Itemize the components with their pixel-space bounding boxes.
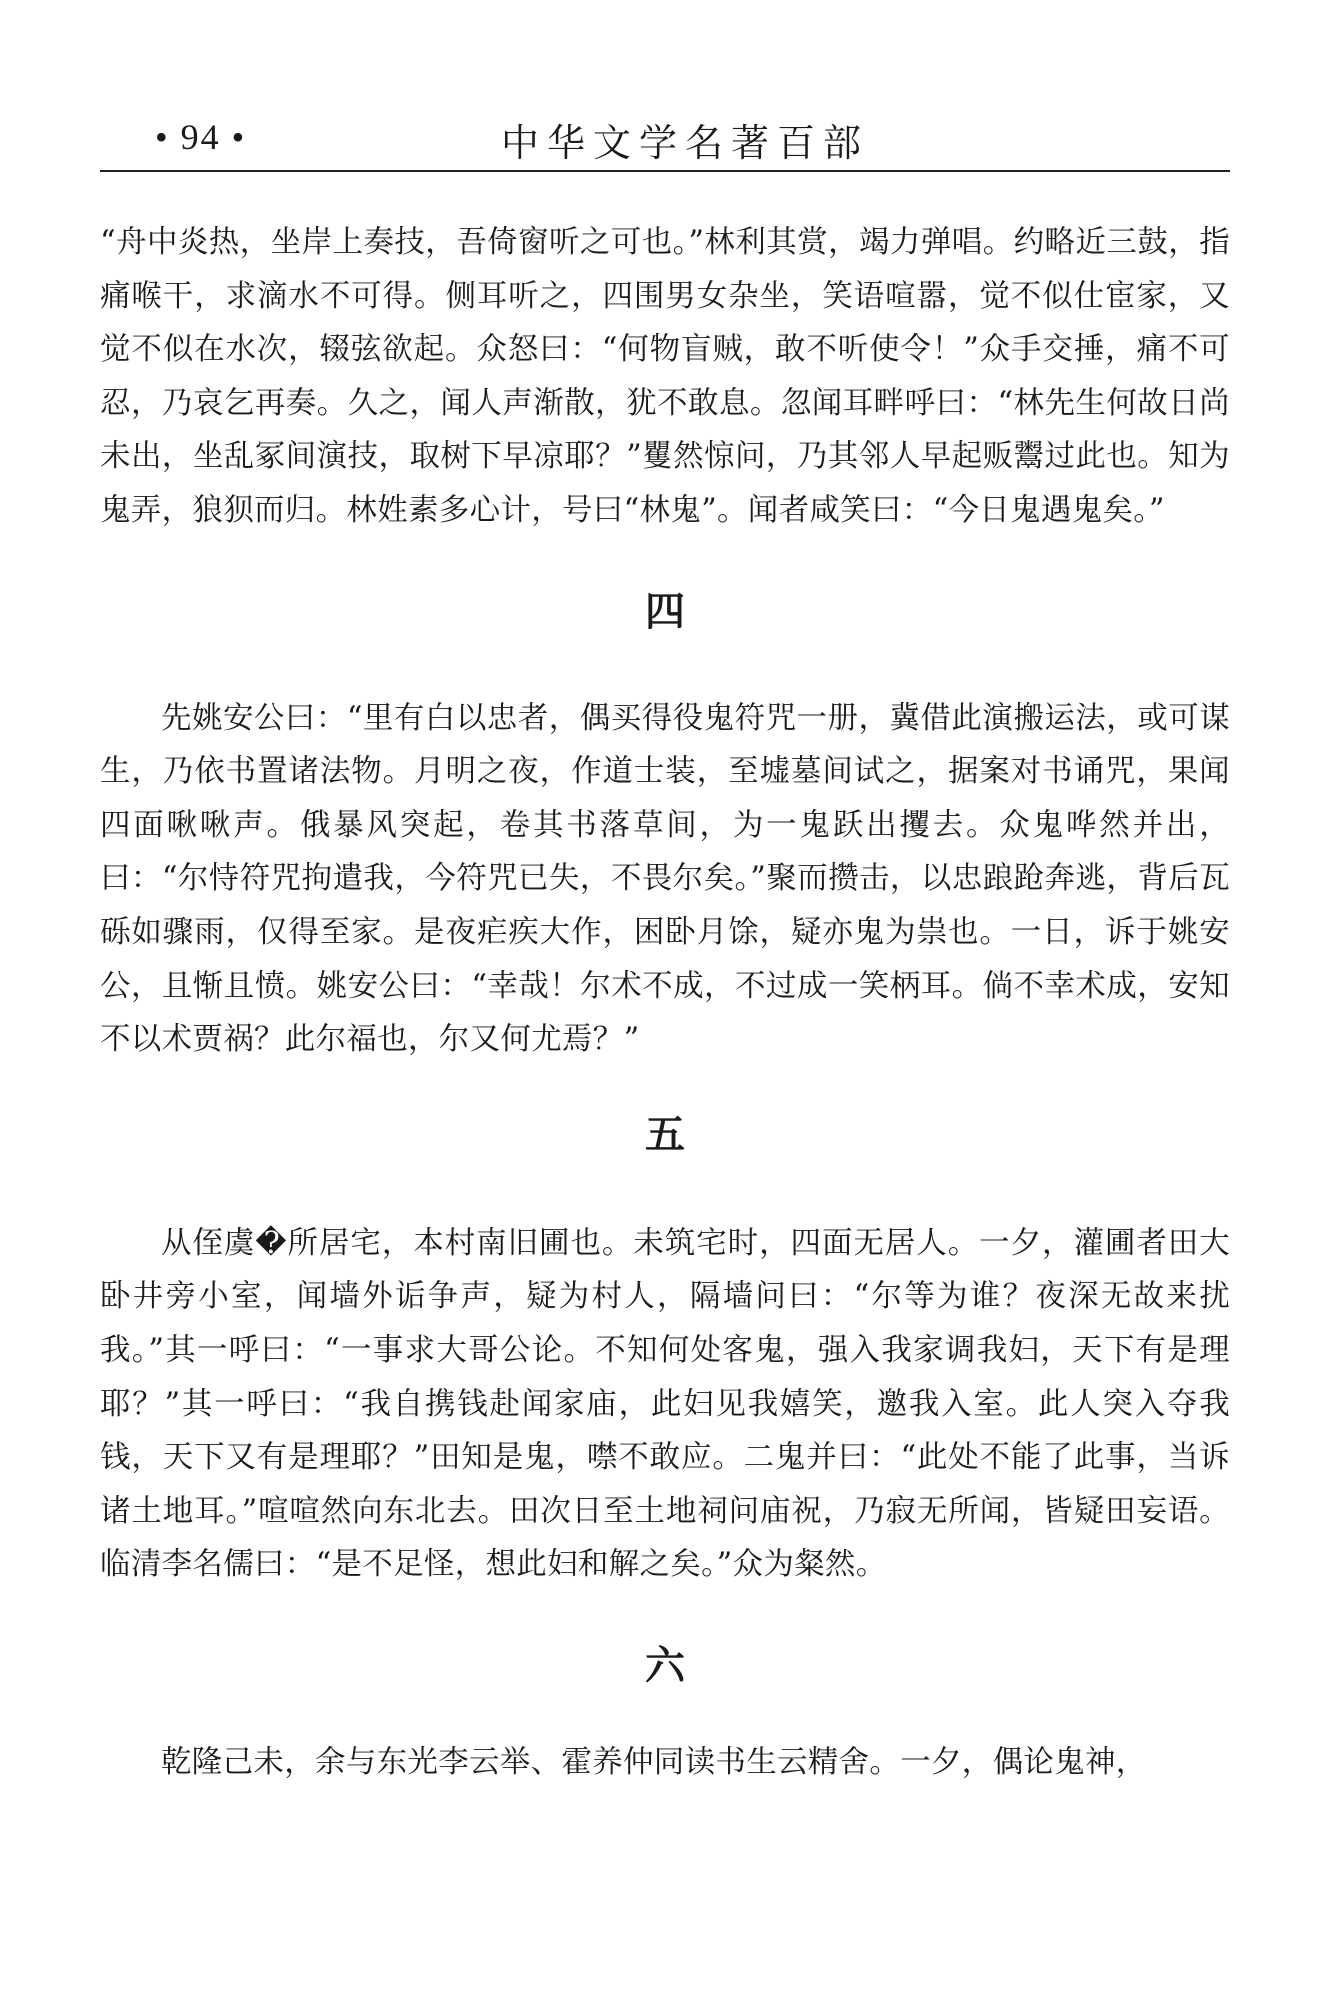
section-5-paragraph: 从侄虞�所居宅，本村南旧圃也。未筑宅时，四面无居人。一夕，灌圃者田大卧井旁小室，闻墙外诟争声，疑为村人，隔墙问曰：“尔等为谁？夜深无故来扰我。”其一呼曰：“一事求大哥公论。不知何处客鬼，强入我家调我妇，天下有是理耶？”其一呼曰：“我自携钱赴闻家庙，此妇见我嬉笑，邀我入室。此人突入夺我钱，天下又有是理耶？”田知是鬼，噤不敢应。二鬼并曰：“此处不能了此事，当诉诸土地耳。”喧喧然向东北去。田次日至土地祠问庙祝，乃寂无所闻，皆疑田妄语。临清李名儒曰：“是不足怪，想此妇和解之矣。”众为粲然。 (100, 1225, 1230, 1583)
section-4-paragraph: 先姚安公曰：“里有白以忠者，偶买得役鬼符咒一册，冀借此演搬运法，或可谋生，乃依书置诸法物。月明之夜，作道士装，至墟墓间试之，据案对书诵咒，果闻四面啾啾声。俄暴风突起，卷其书落草间，为一鬼跃出攫去。众鬼哗然并出，曰：“尔恃符咒拘遣我，今符咒已失，不畏尔矣。”聚而攒击，以忠踉跄奔逃，背后瓦砾如骤雨，仅得至家。是夜疟疾大作，困卧月馀，疑亦鬼为祟也。一日，诉于姚安公，且惭且愤。姚安公曰：“幸哉！尔术不成，不过成一笑柄耳。倘不幸术成，安知不以术贾祸？此尔福也，尔又何尤焉？” (100, 700, 1230, 1058)
section-6-heading: 六 (645, 1641, 685, 1689)
section-4-heading: 四 (645, 587, 685, 635)
page-number: • 94 • (155, 117, 247, 157)
section-5-heading: 五 (645, 1110, 685, 1158)
header-divider (100, 170, 1230, 172)
section-3-paragraph: “舟中炎热，坐岸上奏技，吾倚窗听之可也。”林利其赏，竭力弹唱。约略近三鼓，指痛喉干，求滴水不可得。侧耳听之，四围男女杂坐，笑语喧嚣，觉不似仕宦家，又觉不似在水次，辍弦欲起。众怒曰：“何物盲贼，敢不听使令！”众手交捶，痛不可忍，乃哀乞再奏。久之，闻人声渐散，犹不敢息。忽闻耳畔呼曰：“林先生何故日尚未出，坐乱冢间演技，取树下早凉耶？”矍然惊问，乃其邻人早起贩鬻过此也。知为鬼弄，狼狈而归。林姓素多心计，号曰“林鬼”。闻者咸笑曰：“今日鬼遇鬼矣。” (100, 225, 1230, 528)
section-6-paragraph: 乾隆己未，余与东光李云举、霍养仲同读书生云精舍。一夕，偶论鬼神， (161, 1744, 1147, 1780)
book-title: 中华文学名著百部 (500, 121, 869, 165)
page-header (100, 112, 1230, 168)
page-body (100, 216, 1230, 1789)
